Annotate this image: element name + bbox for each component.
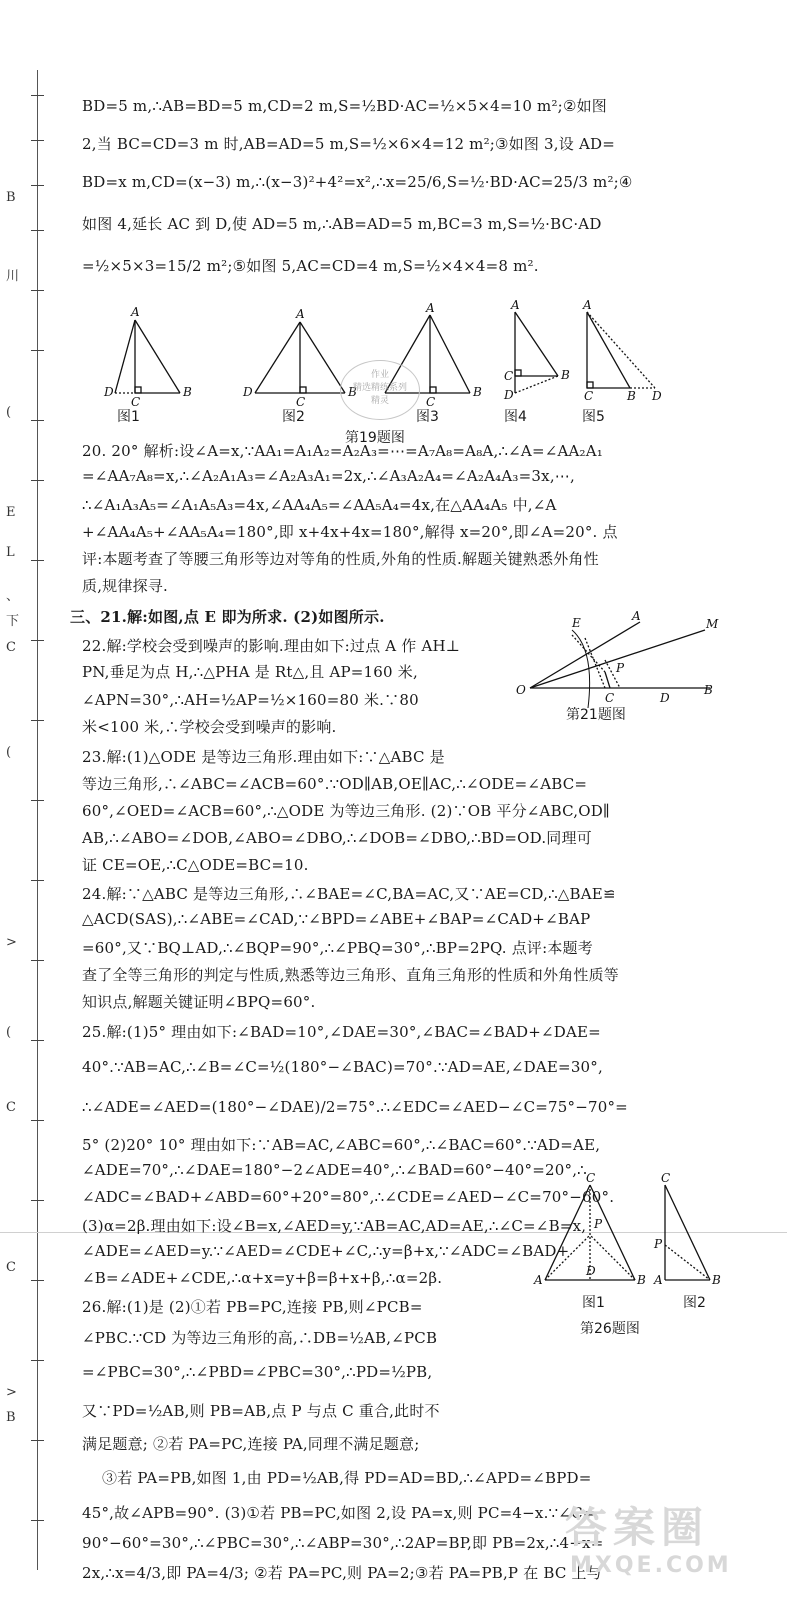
publisher-stamp [340, 360, 420, 420]
text-line: 又∵PD=½AB,则 PB=AB,点 P 与点 C 重合,此时不 [82, 1402, 440, 1420]
text-line: ∠B=∠ADE+∠CDE,∴α+x=y+β=β+x+β,∴α=2β. [82, 1269, 443, 1287]
stamp-text: 精灵 [370, 396, 389, 406]
figure-21 [510, 610, 720, 710]
text-line: ∠APN=30°,∴AH=½AP=½×160=80 米.∵80 [82, 691, 419, 709]
text-line: 40°.∵AB=AC,∴∠B=∠C=½(180°−∠BAC)=70°.∵AD=AE,∠DAE=30°, [82, 1058, 603, 1076]
binding-char: ( [6, 405, 12, 420]
figure-name: 图2 [282, 409, 305, 425]
point-label: A [296, 307, 305, 321]
binding-char: > [6, 935, 17, 950]
text-line: ③若 PA=PB,如图 1,由 PD=½AB,得 PD=AD=BD,∴∠APD=∠BPD= [102, 1469, 592, 1487]
text-line: ∠ADC=∠BAD+∠ABD=60°+20°=80°,∴∠CDE=∠AED−∠C=70°−60°. [82, 1188, 615, 1206]
binding-tick [31, 1440, 44, 1441]
point-label: C [296, 395, 306, 409]
text-line: 质,规律探寻. [82, 577, 168, 595]
text-line: 三、21.解:如图,点 E 即为所求. (2)如图所示. [70, 608, 385, 626]
point-label: C [426, 395, 436, 409]
point-label: A [583, 300, 592, 312]
binding-tick [31, 880, 44, 881]
figure-name: 图4 [504, 409, 527, 425]
text-line: =∠AA₇A₈=x,∴∠A₂A₁A₃=∠A₂A₃A₁=2x,∴∠A₃A₂A₄=∠A₂A₄A₃=3x,⋯, [82, 467, 575, 485]
point-label: B [183, 385, 192, 399]
watermark-url: MXQE.COM [570, 1553, 732, 1578]
text-line: 24.解:∵△ABC 是等边三角形,∴∠BAE=∠C,BA=AC,又∵AE=CD,∴△BAE≌ [82, 885, 616, 903]
text-line: ∠ADE=70°,∴∠DAE=180°−2∠ADE=40°,∴∠BAD=60°−40°=20°,∴ [82, 1161, 587, 1179]
text-line: 米<100 米,∴学校会受到噪声的影响. [82, 718, 337, 736]
text-line: 等边三角形,∴∠ABC=∠ACB=60°.∵OD∥AB,OE∥AC,∴∠ODE=∠ABC= [82, 775, 588, 793]
binding-char: ( [6, 745, 12, 760]
binding-char: 下 [6, 614, 20, 629]
text-line: 如图 4,延长 AC 到 D,使 AD=5 m,∴AB=AD=5 m,BC=3 m,S=½·BC·AD [82, 215, 602, 233]
binding-tick [31, 640, 44, 641]
point-label: B [637, 1273, 646, 1287]
figure-caption: 第19题图 [345, 430, 405, 446]
figure-name: 图3 [416, 409, 439, 425]
binding-tick [31, 1120, 44, 1121]
text-line: BD=x m,CD=(x−3) m,∴(x−3)²+4²=x²,∴x=25/6,S=½·BD·AC=25/3 m²;④ [82, 173, 633, 191]
binding-tick [31, 1360, 44, 1361]
text-line: 22.解:学校会受到噪声的影响.理由如下:过点 A 作 AH⊥ [82, 637, 461, 655]
point-label: A [511, 300, 520, 312]
figure-name: 图1 [582, 1295, 605, 1311]
binding-char: E [6, 505, 16, 520]
binding-char: ( [6, 1025, 12, 1040]
binding-tick [31, 420, 44, 421]
point-label: D [660, 691, 670, 705]
text-line: ∴∠A₁A₃A₅=∠A₁A₅A₃=4x,∠AA₄A₅=∠AA₅A₄=4x,在△AA₄A₅ 中,∠A [82, 496, 557, 514]
binding-tick [31, 800, 44, 801]
text-line: 5° (2)20° 10° 理由如下:∵AB=AC,∠ABC=60°,∴∠BAC=60°.∵AD=AE, [82, 1136, 601, 1154]
point-label: C [504, 369, 514, 383]
text-line: 20. 20° 解析:设∠A=x,∵AA₁=A₁A₂=A₂A₃=⋯=A₇A₈=A₈A,∴∠A=∠AA₂A₁ [82, 442, 604, 460]
text-line: 查了全等三角形的判定与性质,熟悉等边三角形、直角三角形的性质和外角性质等 [82, 966, 619, 984]
binding-char: 、 [6, 589, 20, 604]
text-line: ∠PBC.∵CD 为等边三角形的高,∴DB=½AB,∠PCB [82, 1329, 438, 1347]
text-line: 90°−60°=30°,∴∠PBC=30°,∴∠ABP=30°,∴2AP=BP,即 PB=2x,∴4−x= [82, 1534, 604, 1552]
binding-tick [31, 230, 44, 231]
figure-name: 图1 [117, 409, 140, 425]
point-label: O [516, 683, 526, 697]
text-line: 25.解:(1)5° 理由如下:∠BAD=10°,∠DAE=30°,∠BAC=∠BAD+∠DAE= [82, 1023, 601, 1041]
point-label: A [654, 1273, 663, 1287]
binding-tick [31, 290, 44, 291]
watermark-title: 答案圈 [565, 1503, 710, 1552]
binding-tick [31, 480, 44, 481]
point-label: D [586, 1264, 596, 1278]
point-label: B [627, 389, 636, 403]
text-line: +∠AA₄A₅+∠AA₅A₄=180°,即 x+4x+4x=180°,解得 x=20°,即∠A=20°. 点 [82, 523, 618, 541]
point-label: C [586, 1171, 596, 1185]
text-line: 知识点,解题关键证明∠BPQ=60°. [82, 993, 316, 1011]
text-line: △ACD(SAS),∴∠ABE=∠CAD,∵∠BPD=∠ABE+∠BAP=∠CAD+∠BAP [82, 910, 591, 928]
point-label: D [504, 388, 514, 402]
text-line: AB,∴∠ABO=∠DOB,∠ABO=∠DBO,∴∠DOB=∠DBO,∴BD=OD.同理可 [82, 829, 592, 847]
point-label: B [704, 683, 713, 697]
text-line: 23.解:(1)△ODE 是等边三角形.理由如下:∵△ABC 是 [82, 748, 445, 766]
text-line: =∠PBC=30°,∴∠PBD=∠PBC=30°,∴PD=½PB, [82, 1363, 433, 1381]
text-line: 2x,∴x=4/3,即 PA=4/3; ②若 PA=PC,则 PA=2;③若 PA=PB,P 在 BC 上与 [82, 1564, 602, 1582]
binding-tick [31, 1040, 44, 1041]
text-line: 评:本题考查了等腰三角形等边对等角的性质,外角的性质.解题关键熟悉外角性 [82, 550, 599, 568]
binding-char: > [6, 1385, 17, 1400]
text-line: 45°,故∠APB=90°. (3)①若 PB=PC,如图 2,设 PA=x,则 PC=4−x.∵∠C= [82, 1504, 596, 1522]
binding-tick [31, 720, 44, 721]
text-line: =½×5×3=15/2 m²;⑤如图 5,AC=CD=4 m,S=½×4×4=8 m². [82, 257, 539, 275]
point-label: E [572, 616, 581, 630]
point-label: A [534, 1273, 543, 1287]
figure-name: 图2 [683, 1295, 706, 1311]
binding-char: B [6, 190, 16, 205]
text-line: ∴∠ADE=∠AED=(180°−∠DAE)/2=75°.∴∠EDC=∠AED−∠C=75°−70°= [82, 1098, 628, 1116]
point-label: P [654, 1237, 663, 1251]
point-label: P [594, 1217, 603, 1231]
text-line: (3)α=2β.理由如下:设∠B=x,∠AED=y,∵AB=AC,AD=AE,∴∠C=∠B=x, [82, 1217, 587, 1235]
text-line: 2,当 BC=CD=3 m 时,AB=AD=5 m,S=½×6×4=12 m²;③如图 3,设 AD= [82, 135, 615, 153]
point-label: C [584, 389, 594, 403]
binding-char: C [6, 1260, 16, 1275]
stamp-text: 精选精练系列 [352, 383, 407, 393]
binding-tick [31, 960, 44, 961]
point-label: A [131, 305, 140, 319]
binding-char: B [6, 1410, 16, 1425]
point-label: C [131, 395, 141, 409]
point-label: C [605, 691, 615, 705]
point-label: C [661, 1171, 671, 1185]
text-line: 60°,∠OED=∠ACB=60°,∴△ODE 为等边三角形. (2)∵OB 平分∠ABC,OD∥ [82, 802, 611, 820]
site-watermark [555, 1495, 780, 1590]
point-label: B [473, 385, 482, 399]
binding-tick [31, 95, 44, 96]
point-label: D [243, 385, 253, 399]
point-label: M [706, 617, 719, 631]
binding-char: 川 [6, 269, 20, 284]
stamp-text: 作业 [370, 370, 389, 380]
binding-tick [31, 1520, 44, 1521]
point-label: B [348, 385, 357, 399]
text-line: BD=5 m,∴AB=BD=5 m,CD=2 m,S=½BD·AC=½×5×4=10 m²;②如图 [82, 97, 607, 115]
text-line: 证 CE=OE,∴C△ODE=BC=10. [82, 856, 309, 874]
binding-char: L [6, 545, 15, 560]
text-line: PN,垂足为点 H,∴△PHA 是 Rt△,且 AP=160 米, [82, 663, 418, 681]
binding-tick [31, 185, 44, 186]
text-line: ∠ADE=∠AED=y.∵∠AED=∠CDE+∠C,∴y=β+x,∵∠ADC=∠BAD+ [82, 1242, 570, 1260]
figure-caption: 第21题图 [566, 707, 626, 723]
point-label: D [652, 389, 662, 403]
binding-tick [31, 1200, 44, 1201]
binding-tick [31, 140, 44, 141]
binding-tick [31, 1280, 44, 1281]
text-line: =60°,又∵BQ⊥AD,∴∠BQP=90°,∴∠PBQ=30°,∴BP=2PQ. 点评:本题考 [82, 939, 593, 957]
point-label: B [561, 368, 570, 382]
point-label: P [616, 661, 625, 675]
binding-line [37, 70, 38, 1570]
point-label: A [426, 301, 435, 315]
figure-name: 图5 [582, 409, 605, 425]
text-line: 满足题意; ②若 PA=PC,连接 PA,同理不满足题意; [82, 1435, 420, 1453]
point-label: B [712, 1273, 721, 1287]
binding-margin [0, 0, 60, 1600]
figure-caption: 第26题图 [580, 1321, 640, 1337]
text-line: 26.解:(1)是 (2)①若 PB=PC,连接 PB,则∠PCB= [82, 1298, 423, 1316]
binding-tick [31, 350, 44, 351]
figure-26 [530, 1170, 740, 1290]
point-label: A [632, 610, 641, 623]
binding-char: C [6, 640, 16, 655]
point-label: D [104, 385, 114, 399]
binding-char: C [6, 1100, 16, 1115]
binding-tick [31, 560, 44, 561]
